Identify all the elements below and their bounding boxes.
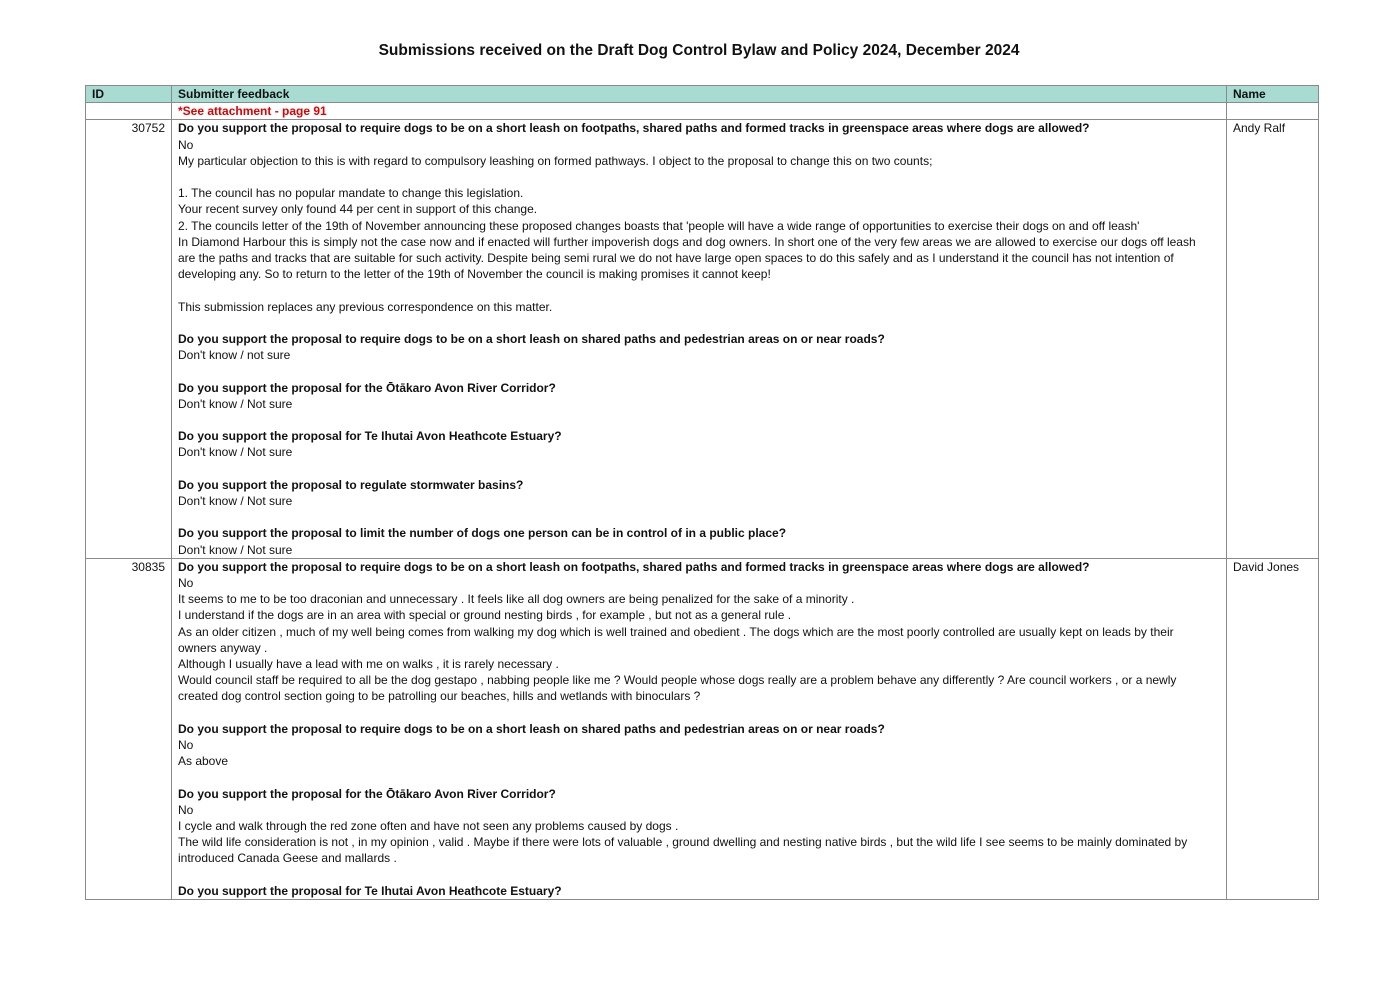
table-header-row [86, 86, 1319, 103]
answer-line: Don't know / Not sure [178, 542, 293, 557]
answer-line: owners anyway . [178, 640, 268, 655]
submissions-table [85, 85, 1319, 900]
table-row [86, 120, 1319, 558]
question: Do you support the proposal to require dogs to be on a short leash on shared paths and pedestrian areas on or near roads? [178, 721, 885, 736]
spacer [178, 705, 1220, 721]
attachment-id-cell [86, 103, 172, 120]
spacer [178, 412, 1220, 428]
answer-line: As an older citizen , much of my well being comes from walking my dog which is well trained and obedient . The dogs which are the most poorly controlled are usually kept on leads by their [178, 624, 1174, 639]
question: Do you support the proposal to require dogs to be on a short leash on footpaths, shared paths and formed tracks in greenspace areas where dogs are allowed? [178, 121, 1090, 136]
question: Do you support the proposal to require dogs to be on a short leash on shared paths and pedestrian areas on or near roads? [178, 332, 885, 346]
answer-line: I cycle and walk through the red zone often and have not seen any problems caused by dogs . [178, 819, 679, 833]
submission-id: 30752 [86, 120, 172, 558]
document-title: Submissions received on the Draft Dog Control Bylaw and Policy 2024, December 2024 [378, 42, 1020, 59]
answer-line: are the paths and tracks that are suitable for such activity. Despite being semi rural we do not have large open spaces to do this safely and as I understand it the council has not intention of [178, 251, 1174, 266]
submitter-feedback [172, 120, 1227, 558]
header-feedback: Submitter feedback [172, 86, 1227, 103]
answer-line: Don't know / Not sure [178, 396, 293, 411]
submitter-feedback [172, 558, 1227, 899]
spacer [178, 769, 1220, 785]
answer-line: The wild life consideration is not , in my opinion , valid . Maybe if there were lots of valuable , ground dwelling and nesting native birds , but the wild life I see seems to be mainly dominated by [178, 835, 1188, 850]
answer-line: Don't know / not sure [178, 348, 291, 363]
question: Do you support the proposal to regulate stormwater basins? [178, 477, 524, 492]
answer-line: I understand if the dogs are in an area with special or ground nesting birds , for example , but not as a general rule . [178, 608, 792, 623]
question: Do you support the proposal for the Ōtākaro Avon River Corridor? [178, 380, 556, 395]
question: Do you support the proposal to require dogs to be on a short leash on footpaths, shared paths and formed tracks in greenspace areas where dogs are allowed? [178, 559, 1090, 574]
answer-line: introduced Canada Geese and mallards . [178, 851, 397, 866]
spacer [178, 509, 1220, 525]
answer-line: As above [178, 754, 229, 769]
attachment-note: *See attachment - page 91 [172, 103, 1227, 120]
answer-line: Your recent survey only found 44 per cent in support of this change. [178, 202, 538, 217]
submitter-name: Andy Ralf [1227, 120, 1319, 558]
answer-line: It seems to me to be too draconian and unnecessary . It feels like all dog owners are being penalized for the sake of a minority . [178, 592, 855, 607]
answer-line: No [178, 575, 194, 590]
attachment-name-cell [1227, 103, 1319, 120]
question: Do you support the proposal for the Ōtākaro Avon River Corridor? [178, 786, 556, 801]
answer-line [178, 169, 1220, 185]
spacer [178, 461, 1220, 477]
spacer [178, 315, 1220, 331]
table-row [86, 558, 1319, 899]
submission-id: 30835 [86, 558, 172, 899]
question: Do you support the proposal for Te Ihutai Avon Heathcote Estuary? [178, 883, 562, 898]
answer-line: No [178, 802, 194, 817]
answer-line: Don't know / Not sure [178, 493, 293, 508]
question: Do you support the proposal for Te Ihutai Avon Heathcote Estuary? [178, 429, 562, 444]
answer-line: created dog control section going to be patrolling our beaches, hills and wetlands with binoculars ? [178, 689, 701, 704]
answer-line: Would council staff be required to all be the dog gestapo , nabbing people like me ? Would people whose dogs really are a problem behave any differently ? Are council workers , or a newly [178, 673, 1177, 688]
spacer [178, 363, 1220, 379]
answer-line: 2. The councils letter of the 19th of November announcing these proposed changes boasts that 'people will have a wide range of opportunities to exercise their dogs on and off leash' [178, 218, 1140, 233]
answer-line: This submission replaces any previous correspondence on this matter. [178, 299, 553, 314]
answer-line: 1. The council has no popular mandate to change this legislation. [178, 186, 524, 201]
answer-line: No [178, 137, 194, 152]
answer-line: Although I usually have a lead with me on walks , it is rarely necessary . [178, 657, 559, 671]
answer-line: Don't know / Not sure [178, 445, 293, 460]
answer-line: developing any. So to return to the letter of the 19th of November the council is making promises it cannot keep! [178, 267, 771, 282]
answer-line: In Diamond Harbour this is simply not the case now and if enacted will further impoverish dogs and dog owners. In short one of the very few areas we are allowed to exercise our dogs off leash [178, 234, 1196, 249]
header-name: Name [1227, 86, 1319, 103]
answer-line [178, 282, 1220, 298]
question: Do you support the proposal to limit the number of dogs one person can be in control of in a public place? [178, 526, 787, 541]
attachment-row [86, 103, 1319, 120]
answer-line: My particular objection to this is with regard to compulsory leashing on formed pathways. I object to the proposal to change this on two counts; [178, 153, 933, 168]
spacer [178, 867, 1220, 883]
answer-line: No [178, 738, 194, 752]
header-id: ID [86, 86, 172, 103]
submitter-name: David Jones [1227, 558, 1319, 899]
